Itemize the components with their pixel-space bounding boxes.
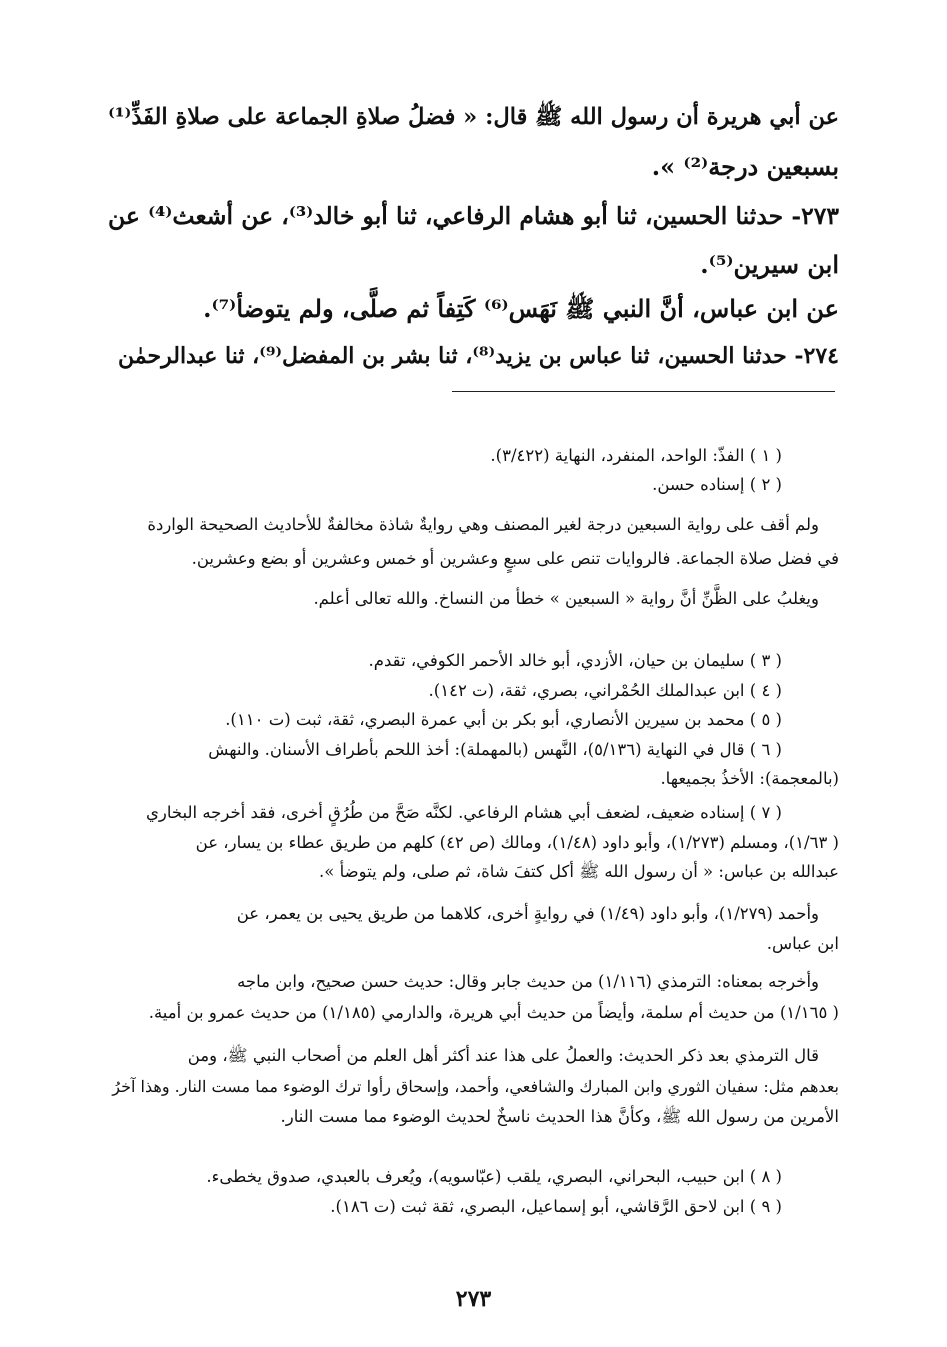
footnote-7-line-4: وأحمد (١/٢٧٩)، وأبو داود (١/٤٩) في روايةٍ أخرى، كلاهما من طريق يحيى بن يعمر، عن xyxy=(236,904,819,923)
footnote-7-line-8: قال الترمذي بعد ذكر الحديث: والعملُ على هذا عند أكثر أهل العلم من أصحاب النبي ﷺ، ومن xyxy=(187,1046,819,1065)
footnote-7-line-7: ( ١/١٦٥) من حديث أم سلمة، وأيضاً من حديث أبي هريرة، والدارمي (١/١٨٥) من حديث عمرو بن أمية. xyxy=(148,1003,839,1022)
footnote-7-line-3: عبدالله بن عباس: « أن رسول الله ﷺ أكل كتفَ شاة، ثم صلى، ولم يتوضأ ». xyxy=(319,862,839,881)
footnote-7-line-2: ( ١/٦٣)، ومسلم (١/٢٧٣)، وأبو داود (١/٤٨)، ومالك (ص ٤٢) كلهم من طريق عطاء بن يسار، عن xyxy=(195,833,839,852)
footnote-2-comment-2: في فضل صلاة الجماعة. فالروايات تنص على سبعٍ وعشرين أو خمس وعشرين أو بضع وعشرين. xyxy=(191,549,839,568)
main-line-3: ٢٧٣- حدثنا الحسين، ثنا أبو هشام الرفاعي، ثنا أبو خالد⁽³⁾، عن أشعث⁽⁴⁾ عن xyxy=(108,202,839,230)
footnote-4: ( ٤ ) ابن عبدالملك الحُمْراني، بصري، ثقة، (ت ١٤٢). xyxy=(428,681,782,700)
footnote-separator xyxy=(452,391,835,392)
footnote-7-line-5: ابن عباس. xyxy=(766,934,839,953)
footnote-8: ( ٨ ) ابن حبيب، البحراني، البصري، يلقب (عبّاسويه)، ويُعرف بالعبدي، صدوق يخطىء. xyxy=(206,1167,782,1186)
footnote-9: ( ٩ ) ابن لاحق الرَّقاشي، أبو إسماعيل، البصري، ثقة ثبت (ت ١٨٦). xyxy=(330,1197,782,1216)
footnote-6-line-1: ( ٦ ) قال في النهاية (٥/١٣٦)، النَّهس (بالمهملة): أخذ اللحم بأطراف الأسنان. والنهش xyxy=(208,740,782,759)
footnote-7-line-6: وأخرجه بمعناه: الترمذي (١/١١٦) من حديث جابر وقال: حديث حسن صحيح، وابن ماجه xyxy=(237,972,819,991)
footnote-7-line-9: بعدهم مثل: سفيان الثوري وابن المبارك والشافعي، وأحمد، وإسحاق رأوا ترك الوضوء مما مست النار. وهذا آخرُ xyxy=(112,1077,839,1096)
footnote-5: ( ٥ ) محمد بن سيرين الأنصاري، أبو بكر بن أبي عمرة البصري، ثقة، ثبت (ت ١١٠). xyxy=(225,710,782,729)
main-line-4: ابن سيرين⁽⁵⁾. xyxy=(700,250,839,279)
footnote-6-line-2: (بالمعجمة): الأخذُ بجميعها. xyxy=(660,769,839,788)
main-line-5: عن ابن عباس، أنَّ النبي ﷺ نَهَس⁽⁶⁾ كَتِفاً ثم صلَّى، ولم يتوضأ⁽⁷⁾. xyxy=(203,294,839,323)
footnote-7-line-1: ( ٧ ) إسناده ضعيف، لضعف أبي هشام الرفاعي. لكنَّه صَحَّ من طُرُقٍ أخرى، فقد أخرجه البخاري xyxy=(145,803,782,822)
main-line-2: بسبعين درجة⁽²⁾ ». xyxy=(651,152,839,181)
footnote-2: ( ٢ ) إسناده حسن. xyxy=(652,475,782,494)
footnote-3: ( ٣ ) سليمان بن حيان، الأزدي، أبو خالد الأحمر الكوفي، تقدم. xyxy=(368,651,782,670)
page-number: ٢٧٣ xyxy=(455,1286,492,1312)
footnote-7-line-10: الأمرين من رسول الله ﷺ، وكأنَّ هذا الحديث ناسخٌ لحديث الوضوء مما مست النار. xyxy=(280,1107,839,1126)
footnote-2-comment-1: ولم أقف على رواية السبعين درجة لغير المصنف وهي روايةٌ شاذة مخالفةٌ للأحاديث الصحيحة الواردة xyxy=(147,515,819,534)
main-line-6: ٢٧٤- حدثنا الحسين، ثنا عباس بن يزيد⁽⁸⁾، ثنا بشر بن المفضل⁽⁹⁾، ثنا عبدالرحمٰن xyxy=(118,343,839,369)
main-line-1: عن أبي هريرة أن رسول الله ﷺ قال: « فضلُ صلاةِ الجماعة على صلاةِ الفَذِّ⁽¹⁾ xyxy=(108,104,839,130)
footnote-1: ( ١ ) الفذّ: الواحد، المنفرد، النهاية (٣/٤٢٢). xyxy=(490,446,782,465)
footnote-2-comment-3: ويغلبُ على الظَّنِّ أنَّ رواية « السبعين » خطأ من النساخ. والله تعالى أعلم. xyxy=(313,589,819,608)
